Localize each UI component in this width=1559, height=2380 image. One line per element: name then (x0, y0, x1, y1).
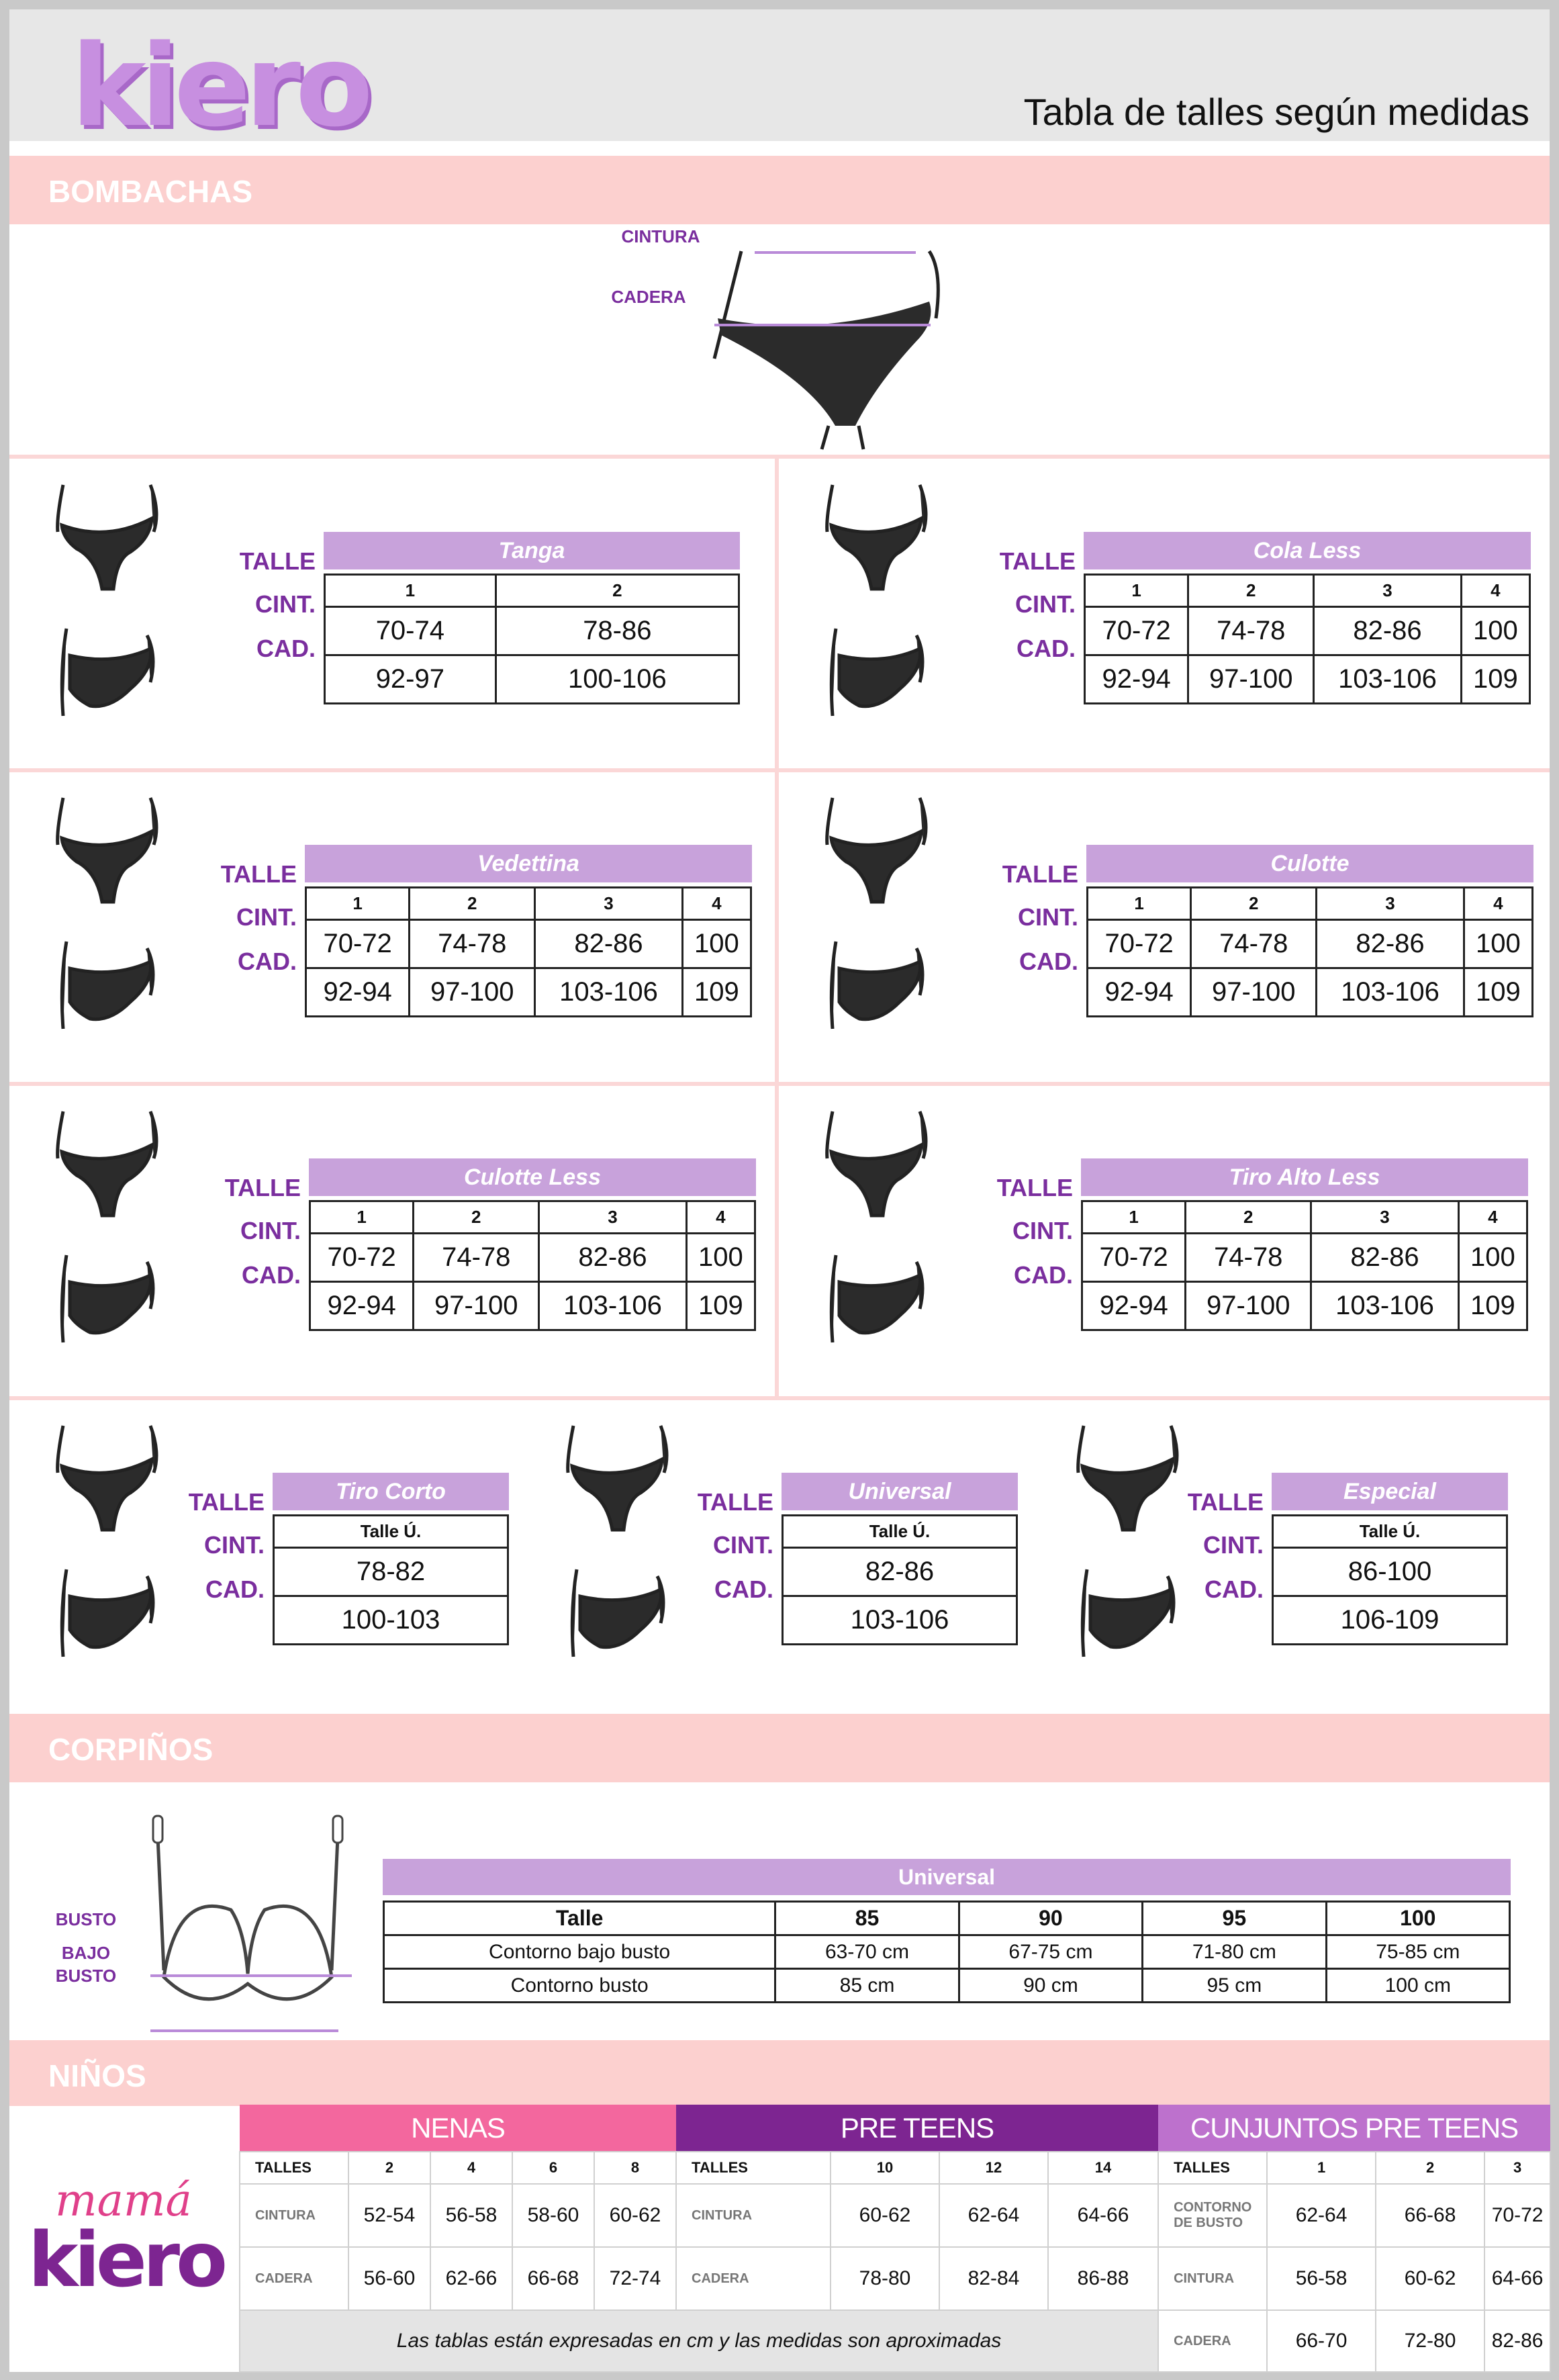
cintura-cell: 82-86 (1317, 920, 1464, 968)
size-header-cell: 2 (1191, 888, 1317, 920)
size-header-cell: 2 (1188, 575, 1314, 607)
cell: 90 cm (959, 1969, 1142, 2003)
cell: 82-84 (939, 2247, 1048, 2310)
talle-label: TALLE (220, 860, 297, 888)
talle-label: TALLE (697, 1488, 773, 1516)
cintura-cell: 70-72 (310, 1234, 414, 1282)
briefs-cell (9, 772, 775, 1082)
cadera-cell: 97-100 (1188, 655, 1314, 704)
cintura-cell: 70-72 (1088, 920, 1191, 968)
section-title: BOMBACHAS (48, 174, 253, 209)
cad-label: CAD. (1204, 1575, 1264, 1603)
cadera-cell: 103-106 (1311, 1282, 1459, 1330)
briefs-silhouette-icon (1070, 1556, 1184, 1670)
cell: 78-80 (831, 2247, 939, 2310)
section-title: CORPIÑOS (48, 1732, 214, 1767)
cad-label: CAD. (242, 1261, 301, 1289)
briefs-silhouette-icon (819, 1105, 933, 1219)
section-corpinos (9, 1714, 1550, 1782)
bra-size-table (383, 1859, 1511, 2003)
cadera-cell: 97-100 (1186, 1282, 1311, 1330)
cell: 58-60 (512, 2184, 594, 2247)
header-cell: 90 (959, 1902, 1142, 1935)
row-label: CONTORNO DE BUSTO (1158, 2184, 1267, 2247)
cintura-cell: 100 (1464, 920, 1532, 968)
row-label: CADERA (240, 2247, 348, 2310)
briefs-cell (9, 1086, 775, 1396)
cell: 52-54 (348, 2184, 430, 2247)
briefs-silhouette-icon (50, 791, 164, 905)
briefs-silhouette-icon (819, 928, 933, 1042)
size: 4 (430, 2152, 512, 2184)
group-pre-teens: PRE TEENS (676, 2105, 1158, 2152)
cell: 62-64 (939, 2184, 1048, 2247)
cad-label: CAD. (1014, 1261, 1073, 1289)
kiero-logo: kiero (71, 20, 368, 152)
cadera-cell: 100-106 (495, 655, 739, 704)
cad-label: CAD. (1017, 635, 1076, 662)
size-header-cell: 1 (1088, 888, 1191, 920)
header-cell: Talle (384, 1902, 775, 1935)
cadera-cell: 97-100 (1191, 968, 1317, 1017)
cell: 67-75 cm (959, 1935, 1142, 1969)
size: 1 (1267, 2152, 1376, 2184)
size-header-cell: 4 (686, 1201, 755, 1234)
header-cell: 100 (1326, 1902, 1509, 1935)
table-title: Tiro Corto (273, 1473, 509, 1510)
size: 12 (939, 2152, 1048, 2184)
cadera-cell: 92-94 (1085, 655, 1188, 704)
logo-kiero: kiero (28, 2217, 224, 2304)
talles-label: TALLES (676, 2152, 831, 2184)
cell: 86-88 (1048, 2247, 1158, 2310)
size: 2 (348, 2152, 430, 2184)
cintura-cell: 74-78 (1186, 1234, 1311, 1282)
cintura-cell: 74-78 (414, 1234, 539, 1282)
cintura-cell: 82-86 (783, 1548, 1017, 1596)
section-title: NIÑOS (48, 2058, 146, 2093)
briefs-silhouette-icon (819, 791, 933, 905)
cintura-cell: 100 (1461, 607, 1529, 655)
briefs-silhouette-icon (50, 1556, 164, 1670)
cadera-cell: 109 (682, 968, 751, 1017)
cadera-cell: 92-94 (1088, 968, 1191, 1017)
cell: 62-66 (430, 2247, 512, 2310)
cadera-cell: 106-109 (1273, 1596, 1507, 1645)
group-conjuntos: CUNJUNTOS PRE TEENS (1158, 2105, 1550, 2152)
cintura-cell: 100 (1458, 1234, 1527, 1282)
size-header-cell: 3 (1314, 575, 1462, 607)
table-title: Tiro Alto Less (1081, 1158, 1528, 1196)
cell: 66-68 (512, 2247, 594, 2310)
talle-label: TALLE (996, 1174, 1073, 1201)
size-table (305, 845, 752, 1017)
talle-label: TALLE (1002, 860, 1078, 888)
size-header-cell: 3 (539, 1201, 687, 1234)
cell: 71-80 cm (1143, 1935, 1326, 1969)
row-label: CADERA (1158, 2310, 1267, 2372)
cell: 82-86 (1484, 2310, 1550, 2372)
cint-label: CINT. (713, 1531, 773, 1559)
divider (9, 455, 1550, 459)
cell: 64-66 (1484, 2247, 1550, 2310)
cintura-cell: 70-72 (1085, 607, 1188, 655)
cell: 60-62 (594, 2184, 676, 2247)
table-title: Universal (383, 1859, 1511, 1895)
cadera-label: CADERA (611, 287, 686, 307)
cell: 64-66 (1048, 2184, 1158, 2247)
cint-label: CINT. (1018, 903, 1078, 931)
disclaimer-note: Las tablas están expresadas en cm y las medidas son aproximadas (240, 2310, 1158, 2372)
cint-label: CINT. (240, 1217, 301, 1244)
size-header-cell: Talle Ú. (274, 1516, 508, 1548)
size-table (273, 1473, 509, 1645)
group-nenas: NENAS (240, 2105, 676, 2152)
cell: 60-62 (1376, 2247, 1484, 2310)
size-table (309, 1158, 756, 1331)
briefs-silhouette-icon (50, 1242, 164, 1356)
briefs-silhouette-icon (819, 615, 933, 729)
cad-label: CAD. (1019, 948, 1078, 975)
cintura-cell: 70-72 (306, 920, 410, 968)
cadera-cell: 103-106 (1317, 968, 1464, 1017)
table-title: Vedettina (305, 845, 752, 882)
size-header-cell: 4 (1464, 888, 1532, 920)
size: 3 (1484, 2152, 1550, 2184)
cint-label: CINT. (255, 590, 316, 618)
cadera-cell: 97-100 (410, 968, 535, 1017)
cintura-cell: 70-74 (325, 607, 496, 655)
cell: 72-80 (1376, 2310, 1484, 2372)
cell: 66-68 (1376, 2184, 1484, 2247)
size-header-cell: 1 (1082, 1201, 1186, 1234)
size-table (1081, 1158, 1528, 1331)
briefs-silhouette-icon (50, 615, 164, 729)
size-header-cell: 4 (1461, 575, 1529, 607)
table-title: Tanga (324, 532, 740, 569)
section-ninos (9, 2040, 1550, 2106)
size-header-cell: 2 (1186, 1201, 1311, 1234)
row-label: CINTURA (240, 2184, 348, 2247)
cad-label: CAD. (256, 635, 316, 662)
section-bombachas (9, 156, 1550, 224)
cadera-cell: 103-106 (1314, 655, 1462, 704)
size-table (324, 532, 740, 704)
row-label: CADERA (676, 2247, 831, 2310)
briefs-cell (779, 772, 1550, 1082)
cintura-cell: 74-78 (410, 920, 535, 968)
cintura-cell: 82-86 (1311, 1234, 1459, 1282)
cint-label: CINT. (1203, 1531, 1264, 1559)
size-table (1086, 845, 1533, 1017)
cadera-cell: 92-94 (1082, 1282, 1186, 1330)
cintura-label: CINTURA (621, 226, 700, 246)
table-title: Culotte (1086, 845, 1533, 882)
mama-kiero-logo (28, 2175, 224, 2304)
size-header-cell: 1 (1085, 575, 1188, 607)
briefs-silhouette-icon (560, 1556, 674, 1670)
cintura-cell: 78-82 (274, 1548, 508, 1596)
cadera-cell: 103-106 (783, 1596, 1017, 1645)
table-title: Universal (782, 1473, 1018, 1510)
briefs-silhouette-icon (819, 1242, 933, 1356)
cintura-cell: 78-86 (495, 607, 739, 655)
row-label: CINTURA (1158, 2247, 1267, 2310)
cadera-cell: 97-100 (414, 1282, 539, 1330)
cell: 60-62 (831, 2184, 939, 2247)
row-label: Contorno bajo busto (384, 1935, 775, 1969)
cintura-cell: 100 (682, 920, 751, 968)
cintura-cell: 74-78 (1191, 920, 1317, 968)
cell: 70-72 (1484, 2184, 1550, 2247)
cadera-cell: 92-97 (325, 655, 496, 704)
talle-label: TALLE (1187, 1488, 1264, 1516)
size: 2 (1376, 2152, 1484, 2184)
briefs-silhouette-icon (50, 928, 164, 1042)
size-header-cell: 1 (306, 888, 410, 920)
busto-label: BUSTO (55, 1909, 117, 1929)
header-cell: 85 (775, 1902, 959, 1935)
cell: 56-60 (348, 2247, 430, 2310)
size-header-cell: 2 (495, 575, 739, 607)
cadera-cell: 109 (1464, 968, 1532, 1017)
table-title: Cola Less (1084, 532, 1531, 569)
size: 8 (594, 2152, 676, 2184)
header (9, 9, 1550, 152)
cad-label: CAD. (714, 1575, 773, 1603)
cadera-cell: 103-106 (535, 968, 683, 1017)
size-header-cell: 3 (1311, 1201, 1459, 1234)
briefs-cell (1030, 1400, 1550, 1714)
size-header-cell: 3 (1317, 888, 1464, 920)
briefs-silhouette-icon (819, 478, 933, 592)
briefs-cell (779, 1086, 1550, 1396)
size-header-cell: 4 (682, 888, 751, 920)
cadera-cell: 103-106 (539, 1282, 687, 1330)
size-table (1084, 532, 1531, 704)
cell: 56-58 (1267, 2247, 1376, 2310)
cell: 95 cm (1143, 1969, 1326, 2003)
cadera-cell: 92-94 (310, 1282, 414, 1330)
briefs-silhouette-icon (50, 1105, 164, 1219)
cintura-cell: 82-86 (539, 1234, 687, 1282)
size-header-cell: 1 (325, 575, 496, 607)
logo-mama: mamá (55, 2175, 192, 2226)
cintura-cell: 82-86 (1314, 607, 1462, 655)
cell: 63-70 cm (775, 1935, 959, 1969)
cell: 75-85 cm (1326, 1935, 1509, 1969)
briefs-silhouette-icon (1070, 1419, 1184, 1533)
cadera-cell: 100-103 (274, 1596, 508, 1645)
cadera-cell: 92-94 (306, 968, 410, 1017)
briefs-cell (520, 1400, 1030, 1714)
size-header-cell: 3 (535, 888, 683, 920)
cintura-cell: 70-72 (1082, 1234, 1186, 1282)
size-header-cell: 2 (414, 1201, 539, 1234)
size: 6 (512, 2152, 594, 2184)
row-label: Contorno busto (384, 1969, 775, 2003)
cell: 56-58 (430, 2184, 512, 2247)
briefs-cell (779, 459, 1550, 768)
bra-illustration (137, 1809, 359, 2044)
size: 14 (1048, 2152, 1158, 2184)
size: 10 (831, 2152, 939, 2184)
briefs-measurement-illustration (688, 224, 970, 459)
cadera-cell: 109 (1458, 1282, 1527, 1330)
cintura-cell: 86-100 (1273, 1548, 1507, 1596)
briefs-silhouette-icon (50, 1419, 164, 1533)
size-header-cell: Talle Ú. (783, 1516, 1017, 1548)
briefs-silhouette-icon (560, 1419, 674, 1533)
row-label: CINTURA (676, 2184, 831, 2247)
cell: 85 cm (775, 1969, 959, 2003)
cint-label: CINT. (236, 903, 297, 931)
size-table (782, 1473, 1018, 1645)
cad-label: CAD. (238, 948, 297, 975)
cad-label: CAD. (205, 1575, 265, 1603)
cell: 100 cm (1326, 1969, 1509, 2003)
cell: 72-74 (594, 2247, 676, 2310)
briefs-cell (9, 1400, 520, 1714)
talles-label: TALLES (240, 2152, 348, 2184)
table-title: Culotte Less (309, 1158, 756, 1196)
bajo-busto-label: BAJO BUSTO (55, 1943, 117, 1986)
cint-label: CINT. (204, 1531, 265, 1559)
cint-label: CINT. (1015, 590, 1076, 618)
kids-size-table (239, 2105, 1551, 2373)
table-title: Especial (1272, 1473, 1508, 1510)
size-header-cell: 1 (310, 1201, 414, 1234)
page-title: Tabla de talles según medidas (1023, 91, 1529, 133)
cintura-cell: 82-86 (535, 920, 683, 968)
size-chart-sheet (9, 9, 1550, 2372)
talle-label: TALLE (224, 1174, 301, 1201)
cell: 62-64 (1267, 2184, 1376, 2247)
size-header-cell: 2 (410, 888, 535, 920)
briefs-silhouette-icon (50, 478, 164, 592)
cintura-cell: 100 (686, 1234, 755, 1282)
size-table (1272, 1473, 1508, 1645)
talle-label: TALLE (239, 547, 316, 575)
size-header-cell: Talle Ú. (1273, 1516, 1507, 1548)
talle-label: TALLE (188, 1488, 265, 1516)
briefs-cell (9, 459, 775, 768)
cint-label: CINT. (1012, 1217, 1073, 1244)
talle-label: TALLE (999, 547, 1076, 575)
talles-label: TALLES (1158, 2152, 1267, 2184)
header-cell: 95 (1143, 1902, 1326, 1935)
cintura-cell: 74-78 (1188, 607, 1314, 655)
size-header-cell: 4 (1458, 1201, 1527, 1234)
cadera-cell: 109 (686, 1282, 755, 1330)
cell: 66-70 (1267, 2310, 1376, 2372)
cadera-cell: 109 (1461, 655, 1529, 704)
